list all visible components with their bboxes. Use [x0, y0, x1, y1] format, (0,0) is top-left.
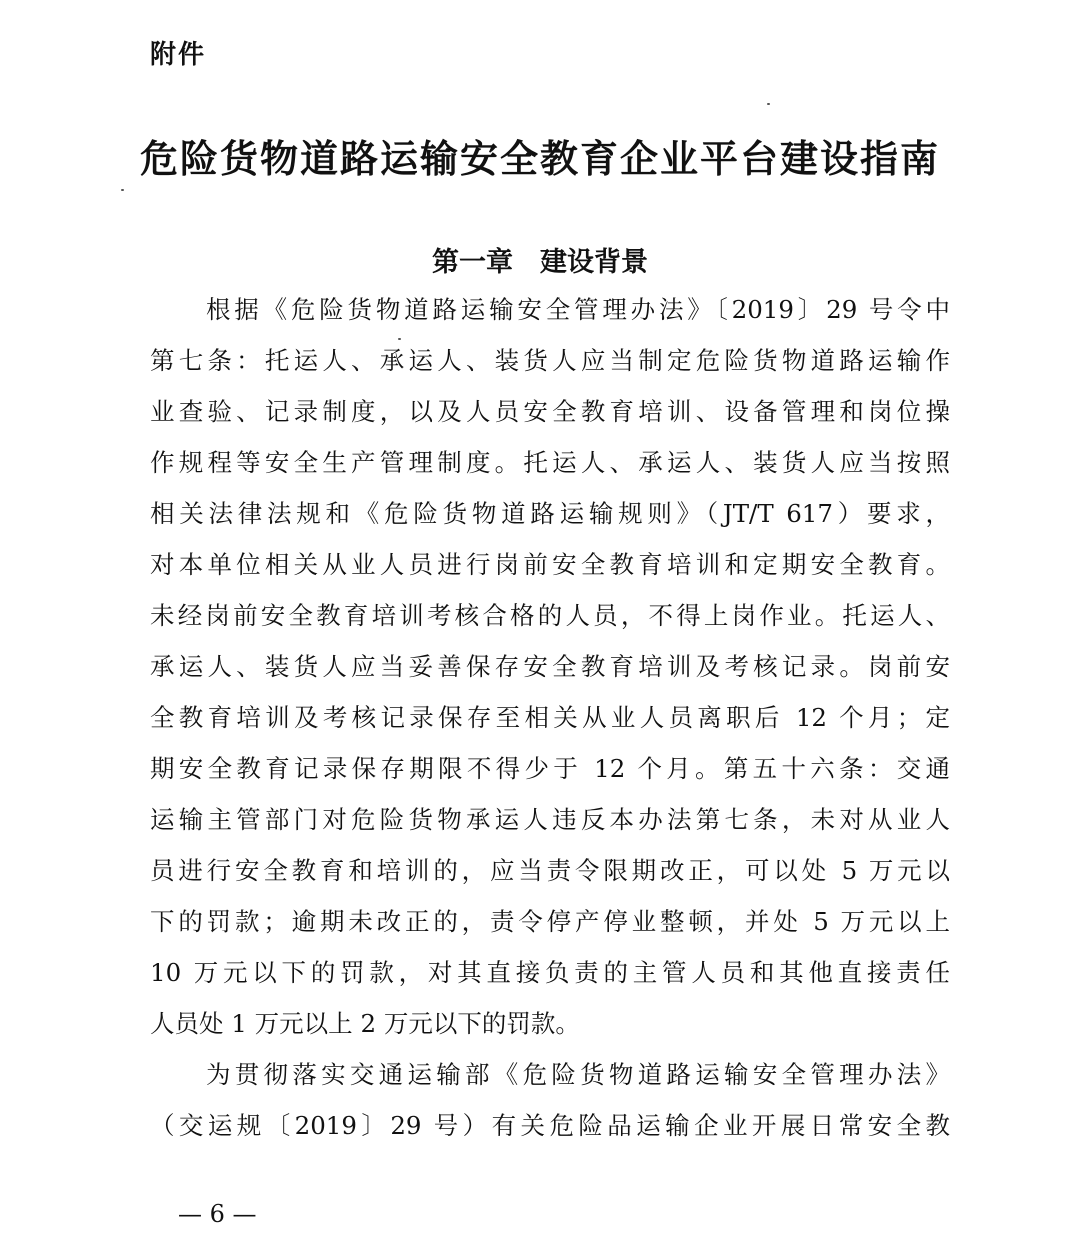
scan-speck	[767, 103, 770, 105]
paragraph-line: 相关法律法规和《危险货物道路运输规则》（JT/T 617）要求，	[150, 499, 950, 528]
paragraph-line: 根据《危险货物道路运输安全管理办法》〔2019〕29 号令中	[206, 295, 950, 324]
paragraph-line: 为贯彻落实交通运输部《危险货物道路运输安全管理办法》	[206, 1060, 950, 1089]
paragraph-line: 对本单位相关从业人员进行岗前安全教育培训和定期安全教育。	[150, 550, 950, 579]
paragraph-line: 下的罚款；逾期未改正的，责令停产停业整顿，并处 5 万元以上	[150, 907, 950, 936]
paragraph-line: 期安全教育记录保存期限不得少于 12 个月。第五十六条：交通	[150, 754, 950, 783]
paragraph-line: 作规程等安全生产管理制度。托运人、承运人、装货人应当按照	[150, 448, 950, 477]
paragraph-line: 未经岗前安全教育培训考核合格的人员，不得上岗作业。托运人、	[150, 601, 950, 630]
paragraph-line: 全教育培训及考核记录保存至相关从业人员离职后 12 个月；定	[150, 703, 950, 732]
paragraph-line: 承运人、装货人应当妥善保存安全教育培训及考核记录。岗前安	[150, 652, 950, 681]
paragraph-line: 第七条：托运人、承运人、装货人应当制定危险货物道路运输作	[150, 346, 950, 375]
chapter-heading: 第一章 建设背景	[432, 247, 648, 278]
page-number: — 6 —	[178, 1200, 257, 1228]
attachment-label: 附件	[150, 40, 207, 70]
paragraph-line: 业查验、记录制度，以及人员安全教育培训、设备管理和岗位操	[150, 397, 950, 426]
scan-speck	[121, 189, 124, 191]
paragraph-line: 员进行安全教育和培训的，应当责令限期改正，可以处 5 万元以	[150, 856, 950, 885]
paragraph-line: 10 万元以下的罚款，对其直接负责的主管人员和其他直接责任	[150, 958, 950, 987]
paragraph-line: 人员处 1 万元以上 2 万元以下的罚款。	[150, 1009, 580, 1038]
document-title: 危险货物道路运输安全教育企业平台建设指南	[139, 137, 940, 181]
scan-speck	[398, 338, 401, 340]
paragraph-line: 运输主管部门对危险货物承运人违反本办法第七条，未对从业人	[150, 805, 950, 834]
paragraph-line: （交运规〔2019〕29 号）有关危险品运输企业开展日常安全教	[150, 1111, 950, 1140]
